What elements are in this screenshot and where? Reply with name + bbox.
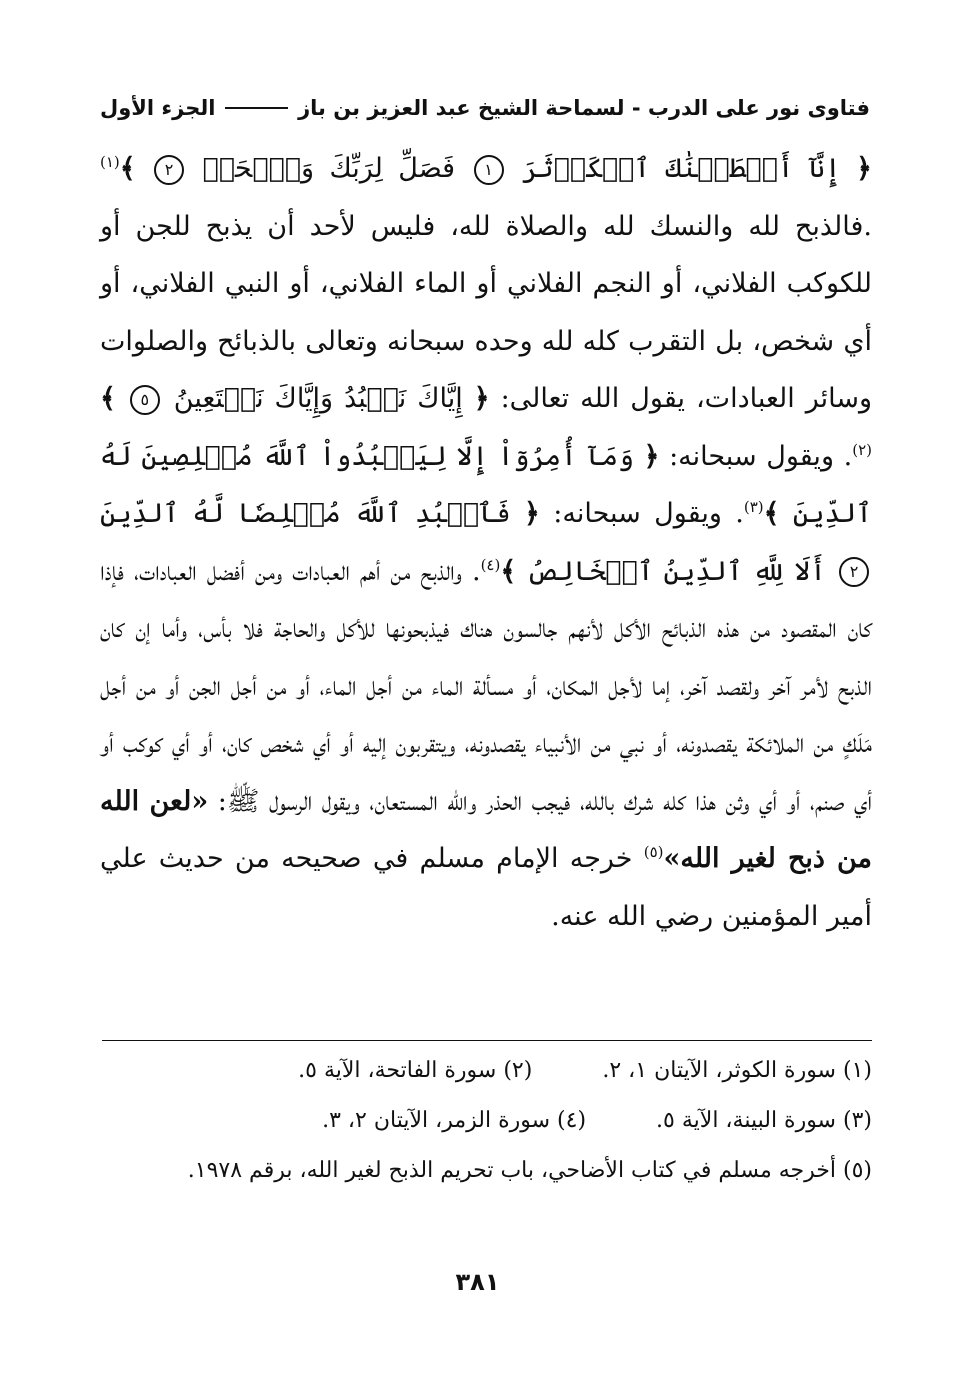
footnote-ref: (٤) [480, 555, 501, 574]
footnote-divider [102, 1040, 872, 1041]
running-header [100, 92, 870, 124]
quran-verse: إِيَّاكَ نَعۡبُدُ وَإِيَّاكَ نَسۡتَعِينُ [173, 383, 463, 414]
main-text [100, 140, 872, 945]
quran-verse: فَصَلِّ لِرَبِّكَ وَٱنۡحَرۡ [202, 153, 456, 184]
footnote-3: (٣) سورة البينة، الآية ٥. [656, 1108, 872, 1133]
quran-open-bracket: ﴿ [643, 440, 660, 472]
header-rule [225, 107, 288, 109]
footnote-1: (١) سورة الكوثر، الآيتان ١، ٢. [602, 1058, 872, 1083]
quran-close-bracket: ﴾ [763, 498, 780, 529]
footnote-ref: (٢) [852, 440, 872, 459]
footnotes [100, 1046, 872, 1196]
quran-verse: أَلَا لِلَّهِ ٱلدِّينُ ٱلۡخَالِصُ [526, 555, 826, 587]
body-text: . ويقول سبحانه: [553, 498, 744, 529]
hadith-quote: «لعن الله من ذبح لغير الله» [100, 785, 872, 874]
paragraph [100, 140, 872, 945]
quran-verse: وَمَآ أُمِرُوٓاْ إِلَّا لِيَعۡبُدُواْ ٱللَّهَ مُخۡلِصِينَ لَهُ ٱلدِّينَ [100, 440, 872, 529]
ayah-number-marker: ٢ [154, 155, 184, 185]
footnote-ref: (١) [100, 153, 120, 171]
quran-open-bracket: ﴿ [524, 498, 540, 529]
footnote-5: (٥) أخرجه مسلم في كتاب الأضاحي، باب تحريم الذبح لغير الله، برقم ١٩٧٨. [187, 1158, 872, 1183]
quran-open-bracket: ﴿ [856, 153, 872, 184]
ayah-number-marker: ٥ [130, 385, 160, 415]
body-text: .فالذبح لله والنسك لله والصلاة لله، فليس لأحد أن يذبح للجن أو للكوكب الفلاني، أو النجم الفلاني أو الماء الفلاني، أو النبي الفلاني، أو أي شخص، بل التقرب كله لله وحده سبحانه وتعالى بالذبائح والصلوات وسائر العبادات، يقول الله تعالى: [100, 210, 873, 414]
footnote-ref: (٥) [643, 843, 664, 861]
ayah-number-marker: ١ [474, 155, 504, 185]
quran-close-bracket: ﴾ [500, 555, 517, 587]
quran-verse: إِنَّآ أَعۡطَيۡنَٰكَ ٱلۡكَوۡثَرَ [521, 153, 841, 184]
footnote-row [100, 1046, 872, 1096]
header-title: فتاوى نور على الدرب - لسماحة الشيخ عبد العزيز بن باز [298, 96, 870, 120]
header-part: الجزء الأول [100, 96, 216, 120]
page-number: ٣٨١ [455, 1268, 500, 1296]
footnote-2: (٢) سورة الفاتحة، الآية ٥. [298, 1058, 533, 1083]
quran-close-bracket: ﴾ [119, 153, 136, 184]
footnote-4: (٤) سورة الزمر، الآيتان ٢، ٣. [322, 1108, 587, 1133]
body-text: . والذبح من أهم العبادات ومن أفضل العبادات، فإذا كان المقصود من هذه الذبائح الأكل لأنهم جالسون هناك فيذبحونها للأكل والحاجة فلا بأس، وأما إن كان الذبح لأمر آخر ولقصد آخر، إما لأجل المكان، أو مسألة الماء من أجل الماء، أو من أجل الجن أو من أجل مَلَكٍ من الملائكة يقصدونه، أو نبي من الأنبياء يقصدونه، ويتقربون إليه أو أي شخص كان، أو أي كوكب أو أي صنم، أو أي وثن هذا كله شرك بالله، فيجب الحذر والله المستعان، ويقول الرسول ﷺ: [100, 555, 872, 817]
ayah-number-marker: ٢ [839, 557, 869, 587]
footnote-ref: (٣) [743, 498, 764, 516]
body-text: خرجه الإمام مسلم في صحيحه من حديث علي أمير المؤمنين رضي الله عنه. [100, 843, 872, 932]
footnote-row [100, 1096, 872, 1146]
body-text: . ويقول سبحانه: [669, 440, 853, 472]
quran-verse: فَٱعۡبُدِ ٱللَّهَ مُخۡلِصٗا لَّهُ ٱلدِّينَ [100, 498, 511, 529]
quran-close-bracket: ﴾ [100, 383, 116, 414]
quran-open-bracket: ﴿ [473, 383, 490, 414]
